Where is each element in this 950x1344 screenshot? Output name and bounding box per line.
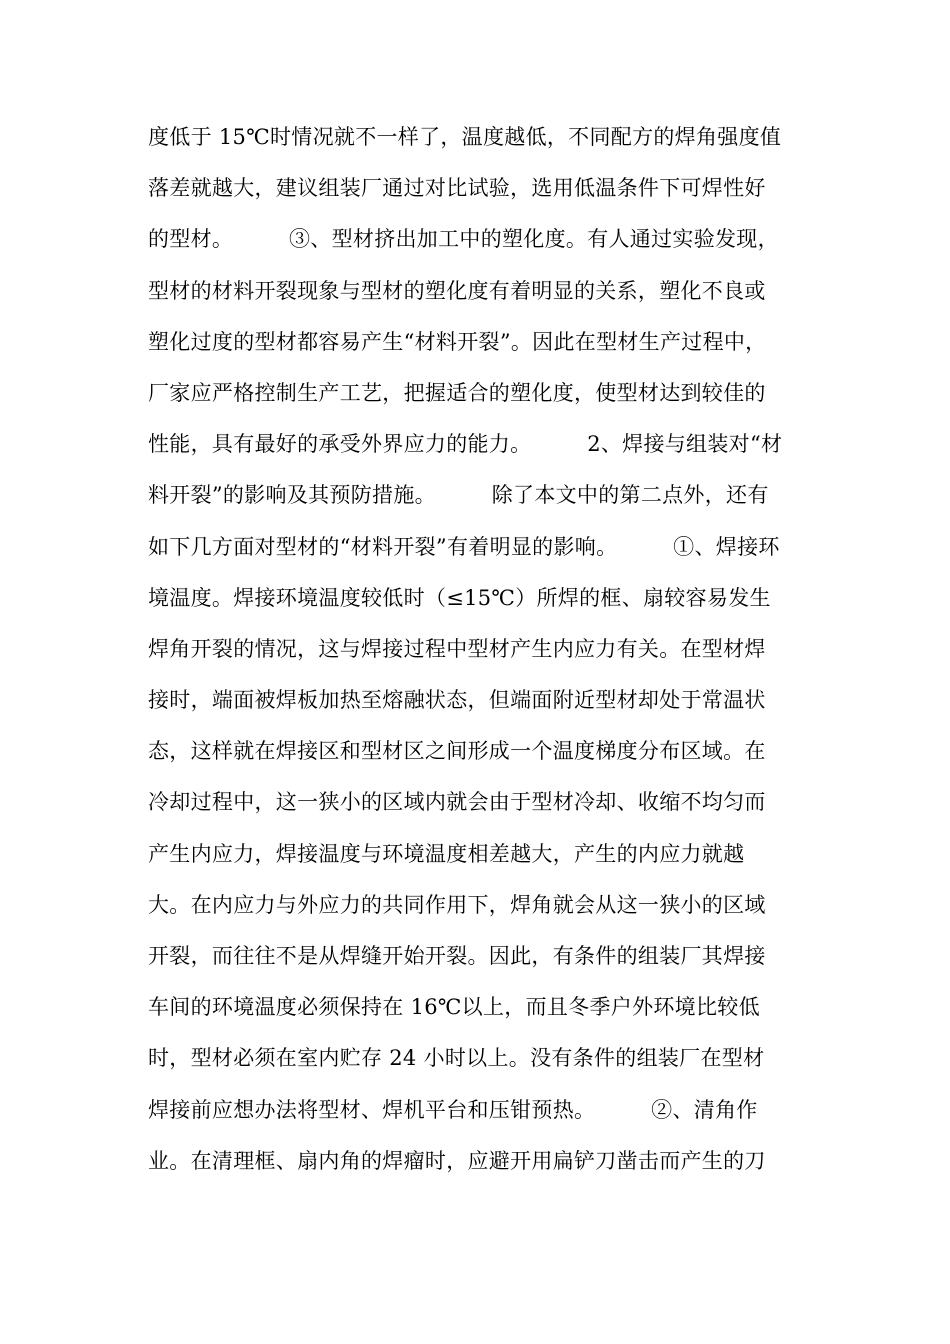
text-line: 冷却过程中，这一狭小的区域内就会由于型材冷却、收缩不均匀而 <box>148 790 766 815</box>
text-line: 产生内应力，焊接温度与环境温度相差越大，产生的内应力就越 <box>148 841 745 866</box>
text-line: 态，这样就在焊接区和型材区之间形成一个温度梯度分布区域。在 <box>148 739 766 764</box>
text-line: 型材的材料开裂现象与型材的塑化度有着明显的关系，塑化不良或 <box>148 278 766 303</box>
text-line: 开裂，而往往不是从焊缝开始开裂。因此，有条件的组装厂其焊接 <box>148 944 766 968</box>
text-line: 焊角开裂的情况，这与焊接过程中型材产生内应力有关。在型材焊 <box>148 636 766 661</box>
text-line: 车间的环境温度必须保持在 16℃以上，而且冬季户外环境比较低 <box>148 995 760 1020</box>
text-line: 焊接前应想办法将型材、焊机平台和压钳预热。 ②、清角作 <box>148 1097 758 1122</box>
text-line: 度低于 15℃时情况就不一样了，温度越低，不同配方的焊角强度值 <box>148 125 782 149</box>
text-line: 厂家应严格控制生产工艺，把握适合的塑化度，使型材达到较佳的 <box>148 380 766 405</box>
text-line: 时，型材必须在室内贮存 24 小时以上。没有条件的组装厂在型材 <box>148 1046 765 1071</box>
text-line: 性能，具有最好的承受外界应力的能力。 2、焊接与组装对“材 <box>148 432 783 457</box>
text-line: 的型材。 ③、型材挤出加工中的塑化度。有人通过实验发现， <box>148 227 779 252</box>
text-line: 大。在内应力与外应力的共同作用下，焊角就会从这一狭小的区域 <box>148 892 766 917</box>
text-line: 塑化过度的型材都容易产生“材料开裂”。因此在型材生产过程中， <box>148 329 767 354</box>
body-text <box>148 112 808 1187</box>
text-line: 料开裂”的影响及其预防措施。 除了本文中的第二点外，还有 <box>148 483 769 508</box>
text-line: 落差就越大，建议组装厂通过对比试验，选用低温条件下可焊性好 <box>148 176 766 201</box>
text-line: 境温度。焊接环境温度较低时（≤15℃）所焊的框、扇较容易发生 <box>148 585 771 610</box>
text-line: 接时，端面被焊板加热至熔融状态，但端面附近型材却处于常温状 <box>148 688 766 713</box>
text-line: 业。在清理框、扇内角的焊瘤时，应避开用扁铲刀凿击而产生的刀 <box>148 1148 766 1173</box>
text-line: 如下几方面对型材的“材料开裂”有着明显的影响。 ①、焊接环 <box>148 534 780 559</box>
